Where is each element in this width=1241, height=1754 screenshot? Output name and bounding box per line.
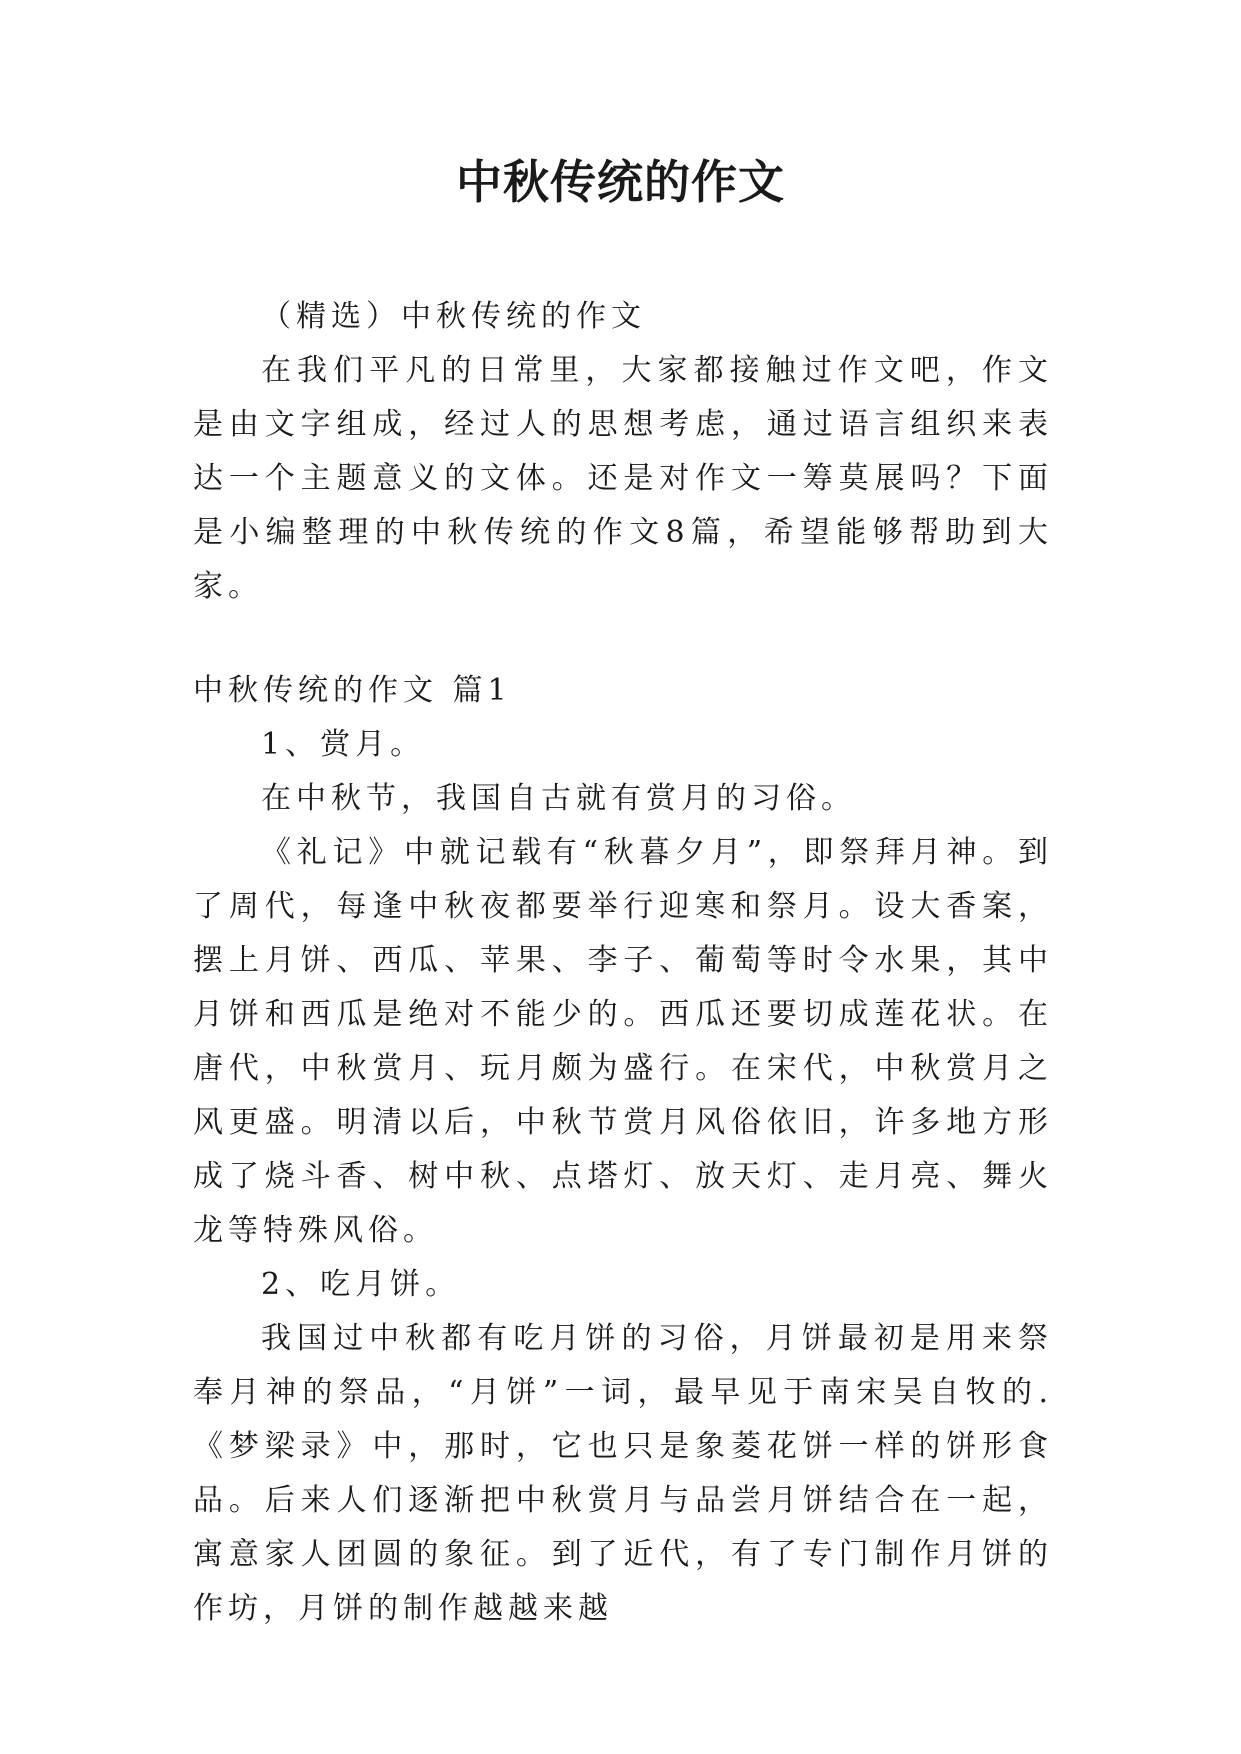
document-body — [193, 290, 1053, 1636]
paragraph-item-2-heading: 2、吃月饼。 — [261, 1267, 461, 1302]
paragraph-item-1-heading: 1、赏月。 — [261, 727, 426, 762]
paragraph-item-1-intro: 在中秋节，我国自古就有赏月的习俗。 — [261, 781, 856, 816]
paragraph-item-1-body: 《礼记》中就记载有“秋暮夕月”，即祭拜月神。到了周代，每逢中秋夜都要举行迎寒和祭月。设大香案，摆上月饼、西瓜、苹果、李子、葡萄等时令水果，其中月饼和西瓜是绝对不能少的。西瓜还要切成莲花状。在唐代，中秋赏月、玩月颇为盛行。在宋代，中秋赏月之风更盛。明清以后，中秋节赏月风俗依旧，许多地方形成了烧斗香、树中秋、点塔灯、放天灯、走月亮、舞火龙等特殊风俗。 — [193, 835, 1053, 1248]
paragraph-item-2-body: 我国过中秋都有吃月饼的习俗，月饼最初是用来祭奉月神的祭品，“月饼”一词，最早见于南宋吴自牧的.《梦梁录》中，那时，它也只是象菱花饼一样的饼形食品。后来人们逐渐把中秋赏月与品尝月饼结合在一起，寓意家人团圆的象征。到了近代，有了专门制作月饼的作坊，月饼的制作越越来越 — [193, 1321, 1053, 1626]
section-heading: 中秋传统的作文 篇1 — [193, 673, 512, 708]
paragraph-intro: 在我们平凡的日常里，大家都接触过作文吧，作文是由文字组成，经过人的思想考虑，通过语言组织来表达一个主题意义的文体。还是对作文一筹莫展吗？下面是小编整理的中秋传统的作文8篇，希望能够帮助到大家。 — [193, 353, 1053, 604]
paragraph-subtitle: （精选）中秋传统的作文 — [261, 299, 646, 334]
document-title: 中秋传统的作文 — [456, 155, 785, 209]
